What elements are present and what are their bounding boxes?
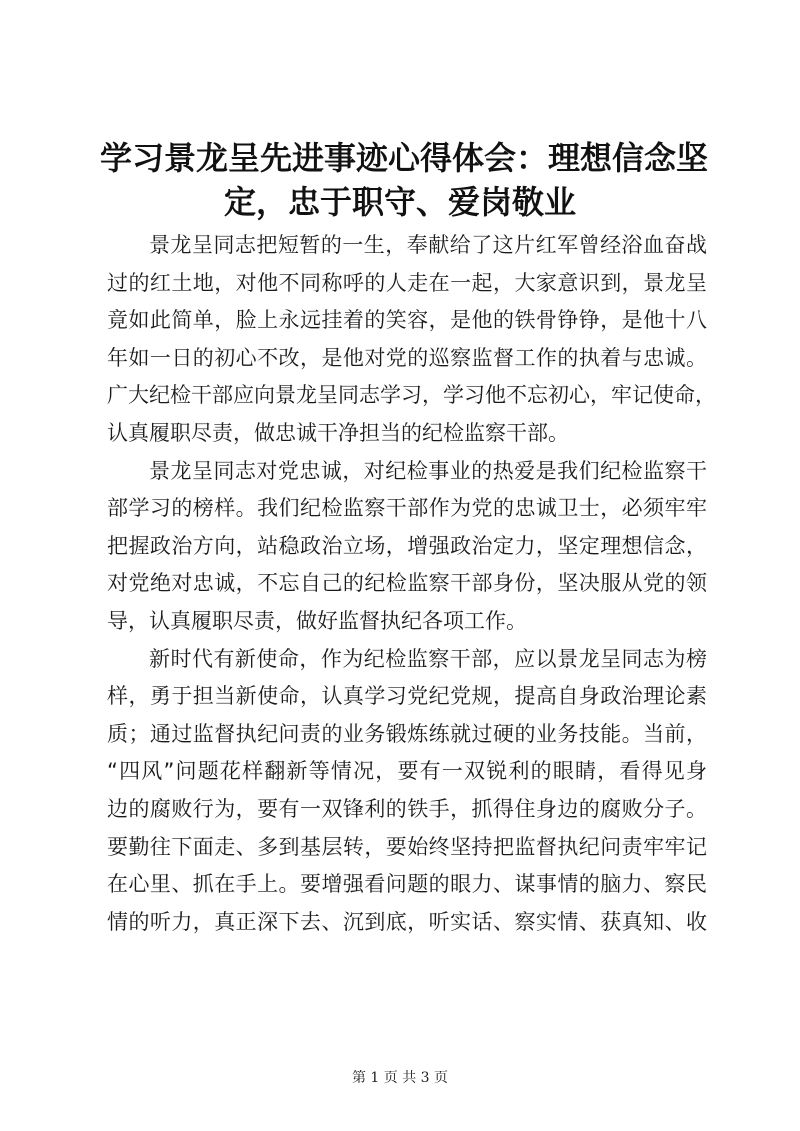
text-line: “四风”问题花样翻新等情况，要有一双锐利的眼睛，看得见身 [107, 759, 707, 784]
text-line: 在心里、抓在手上。要增强看问题的眼力、谋事情的脑力、察民 [107, 872, 707, 897]
title-line: 学习景龙呈先进事迹心得体会：理想信念坚 [100, 139, 709, 177]
text-line: 质；通过监督执纪问责的业务锻炼练就过硬的业务技能。当前， [107, 721, 707, 746]
paragraph-1 [107, 227, 716, 453]
paragraph-2 [107, 453, 707, 641]
page-number-footer: 第 1 页 共 3 页 [351, 1070, 449, 1086]
document-body [107, 227, 716, 941]
text-line: 过的红土地，对他不同称呼的人走在一起，大家意识到，景龙呈 [107, 270, 707, 295]
text-line: 年如一日的初心不改，是他对党的巡察监督工作的执着与忠诚。 [107, 345, 707, 370]
text-line: 导，认真履职尽责，做好监督执纪各项工作。 [107, 608, 527, 633]
text-line: 样，勇于担当新使命，认真学习党纪党规，提高自身政治理论素 [107, 684, 707, 709]
text-line: 要勤往下面走、多到基层转，要始终坚持把监督执纪问责牢牢记 [107, 834, 707, 859]
title-line: 定，忠于职守、爱岗敬业 [223, 183, 576, 221]
text-line: 对党绝对忠诚，不忘自己的纪检监察干部身份，坚决服从党的领 [107, 571, 707, 596]
paragraph-3 [107, 641, 707, 942]
document-title [100, 136, 709, 224]
text-line: 边的腐败行为，要有一双锋利的铁手，抓得住身边的腐败分子。 [107, 796, 707, 821]
text-line: 广大纪检干部应向景龙呈同志学习，学习他不忘初心，牢记使命， [107, 383, 716, 408]
text-line: 认真履职尽责，做忠诚干净担当的纪检监察干部。 [107, 420, 569, 445]
text-line: 部学习的榜样。我们纪检监察干部作为党的忠诚卫士，必须牢牢 [107, 496, 707, 521]
text-line: 把握政治方向，站稳政治立场，增强政治定力，坚定理想信念， [107, 533, 707, 558]
text-line: 情的听力，真正深下去、沉到底，听实话、察实情、获真知、收 [107, 909, 707, 934]
text-line: 竟如此简单，脸上永远挂着的笑容，是他的铁骨铮铮，是他十八 [107, 308, 707, 333]
text-line: 景龙呈同志把短暂的一生，奉献给了这片红军曾经浴血奋战 [149, 233, 707, 257]
text-line: 景龙呈同志对党忠诚，对纪检事业的热爱是我们纪检监察干 [149, 458, 707, 483]
text-line: 新时代有新使命，作为纪检监察干部，应以景龙呈同志为榜 [149, 646, 707, 671]
